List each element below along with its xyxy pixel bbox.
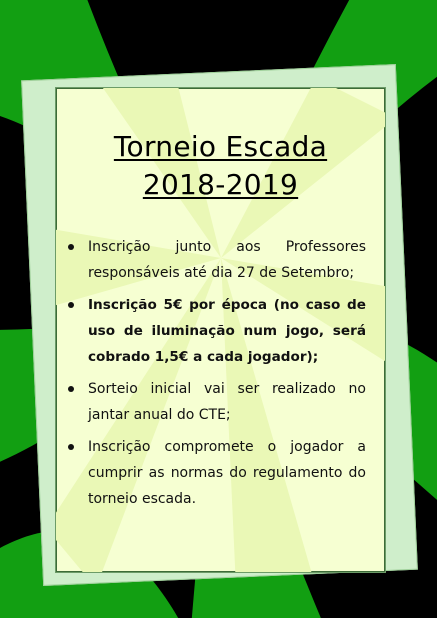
info-list: [66, 234, 366, 518]
bullet-icon: [68, 444, 74, 450]
list-item-text: Inscrição 5€ por época (no caso de uso de iluminação num jogo, será cobrado 1,5€ a cada jogador);: [88, 297, 366, 365]
list-item: [66, 434, 366, 512]
list-item-text: Inscrição junto aos Professores responsáveis até dia 27 de Setembro;: [88, 239, 366, 281]
list-item-text: Inscrição compromete o jogador a cumprir as normas do regulamento do torneio escada.: [88, 439, 366, 507]
poster-title: [56, 128, 385, 204]
list-item: [66, 292, 366, 370]
bullet-icon: [68, 302, 74, 308]
list-item-text: Sorteio inicial vai ser realizado no jantar anual do CTE;: [88, 381, 366, 423]
poster-content: [56, 88, 385, 572]
list-item: [66, 376, 366, 428]
bullet-icon: [68, 386, 74, 392]
list-item: [66, 234, 366, 286]
title-line-1: Torneio Escada: [113, 130, 328, 163]
title-line-2: 2018-2019: [142, 168, 299, 201]
bullet-icon: [68, 244, 74, 250]
poster-card: [55, 87, 386, 573]
